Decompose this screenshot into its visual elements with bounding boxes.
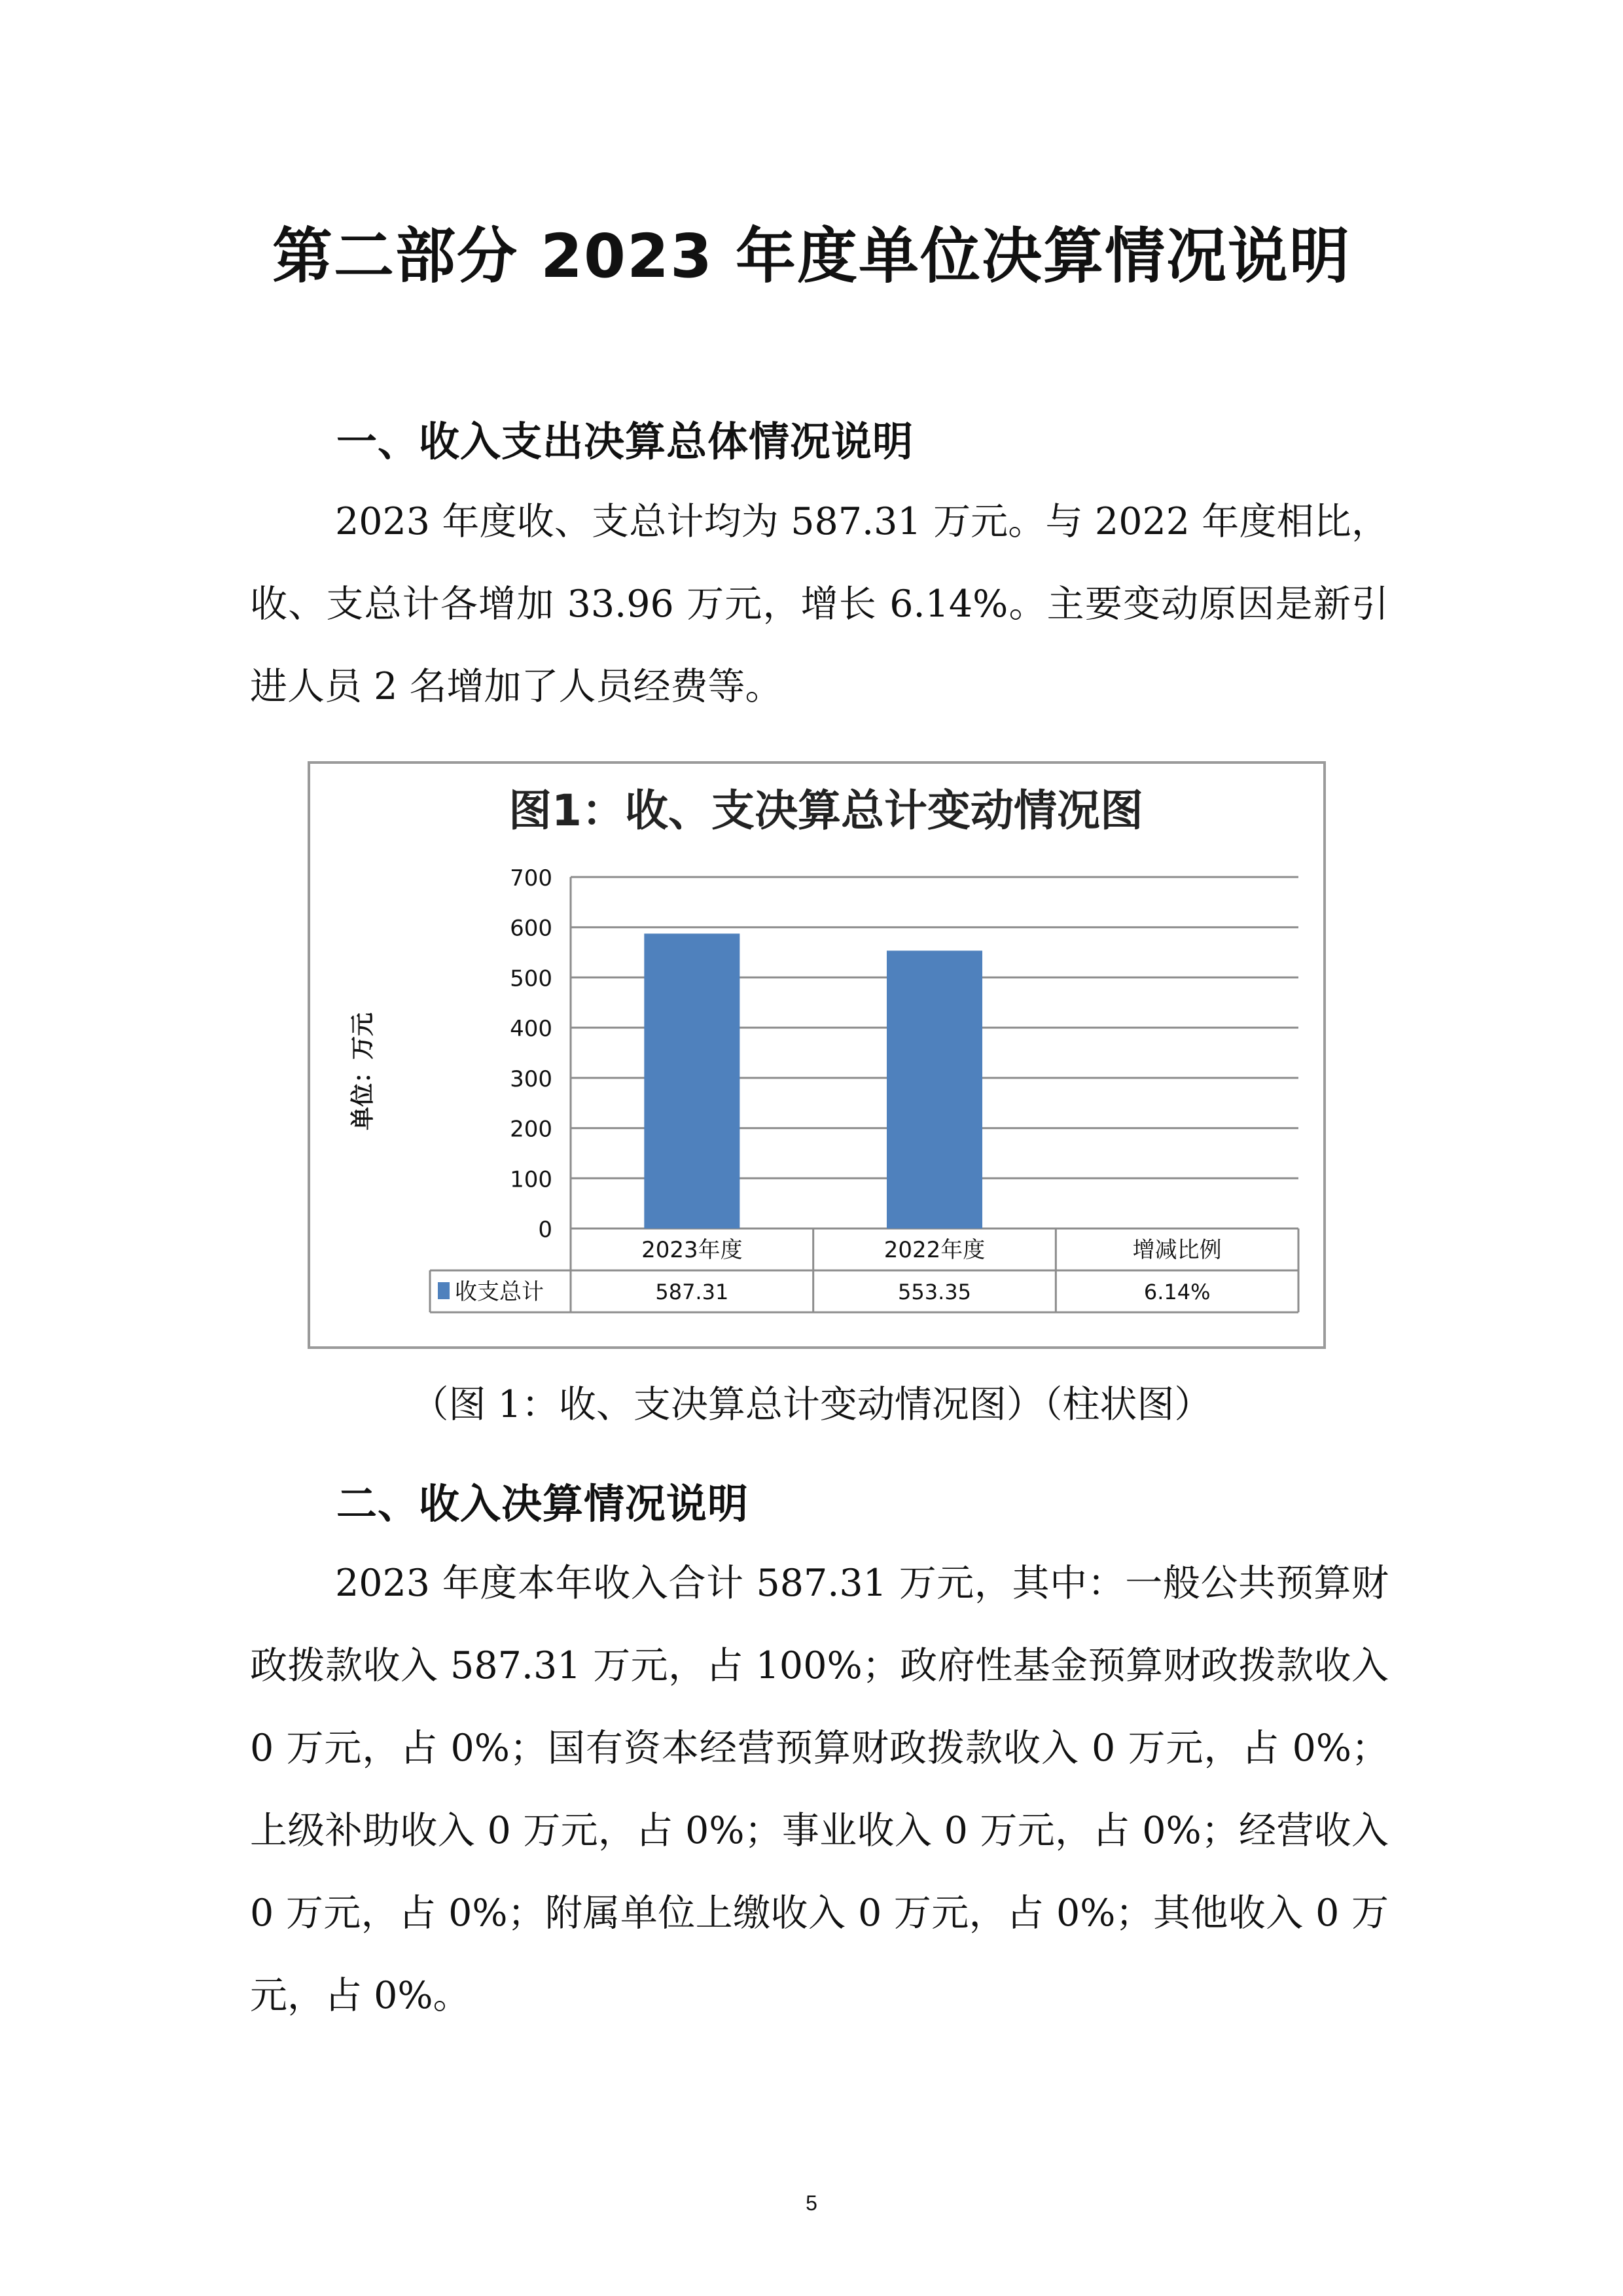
y-tick-label: 400 bbox=[510, 1016, 552, 1043]
legend-label: 收支总计 bbox=[455, 1279, 544, 1305]
section-paragraph-2: 2023 年度本年收入合计 587.31 万元，其中：一般公共预算财政拨款收入 587.31 万元，占 100%；政府性基金预算财政拨款收入 0 万元，占 0%；国有资本经营预算财政拨款收入 0 万元，占 0%；上级补助收入 0 万元，占 0%；事业收入 0 万元，占 0%；经营收入 0 万元，占 0%；附属单位上缴收入 0 万元，占 0%；其他收入 0 万元，占 0%。 bbox=[250, 1562, 1389, 2017]
legend-swatch bbox=[438, 1282, 450, 1299]
x-tick-label: 2022年度 bbox=[883, 1237, 986, 1263]
section-paragraph-1: 2023 年度收、支总计均为 587.31 万元。与 2022 年度相比，收、支总计各增加 33.96 万元，增长 6.14%。主要变动原因是新引进人员 2 名增加了人员经费等。 bbox=[250, 500, 1389, 708]
chart-frame bbox=[308, 761, 1326, 1349]
page-number: 5 bbox=[806, 2191, 817, 2215]
x-tick-label: 2023年度 bbox=[641, 1237, 743, 1263]
bar-2022年度 bbox=[887, 951, 982, 1229]
data-label: 553.35 bbox=[898, 1280, 971, 1304]
bar-chart bbox=[310, 764, 1323, 1346]
data-label: 587.31 bbox=[655, 1280, 729, 1304]
data-label: 6.14% bbox=[1143, 1280, 1211, 1304]
x-tick-label: 增减比例 bbox=[1132, 1237, 1222, 1263]
chart-title: 图1：收、支决算总计变动情况图 bbox=[508, 785, 1143, 836]
bar-2023年度 bbox=[644, 933, 740, 1229]
y-tick-label: 0 bbox=[538, 1217, 552, 1243]
y-tick-label: 700 bbox=[510, 865, 552, 891]
y-tick-label: 300 bbox=[510, 1066, 552, 1092]
page-title: 第二部分 2023 年度单位决算情况说明 bbox=[272, 221, 1351, 291]
figure-caption: （图 1：收、支决算总计变动情况图）（柱状图） bbox=[411, 1383, 1212, 1426]
section-heading-2: 二、收入决算情况说明 bbox=[336, 1480, 749, 1528]
section-heading-1: 一、收入支出决算总体情况说明 bbox=[336, 418, 914, 465]
y-tick-label: 600 bbox=[510, 915, 552, 942]
y-tick-label: 200 bbox=[510, 1116, 552, 1143]
y-tick-label: 100 bbox=[510, 1166, 552, 1193]
y-axis-label: 单位：万元 bbox=[349, 1012, 376, 1131]
y-tick-label: 500 bbox=[510, 965, 552, 992]
